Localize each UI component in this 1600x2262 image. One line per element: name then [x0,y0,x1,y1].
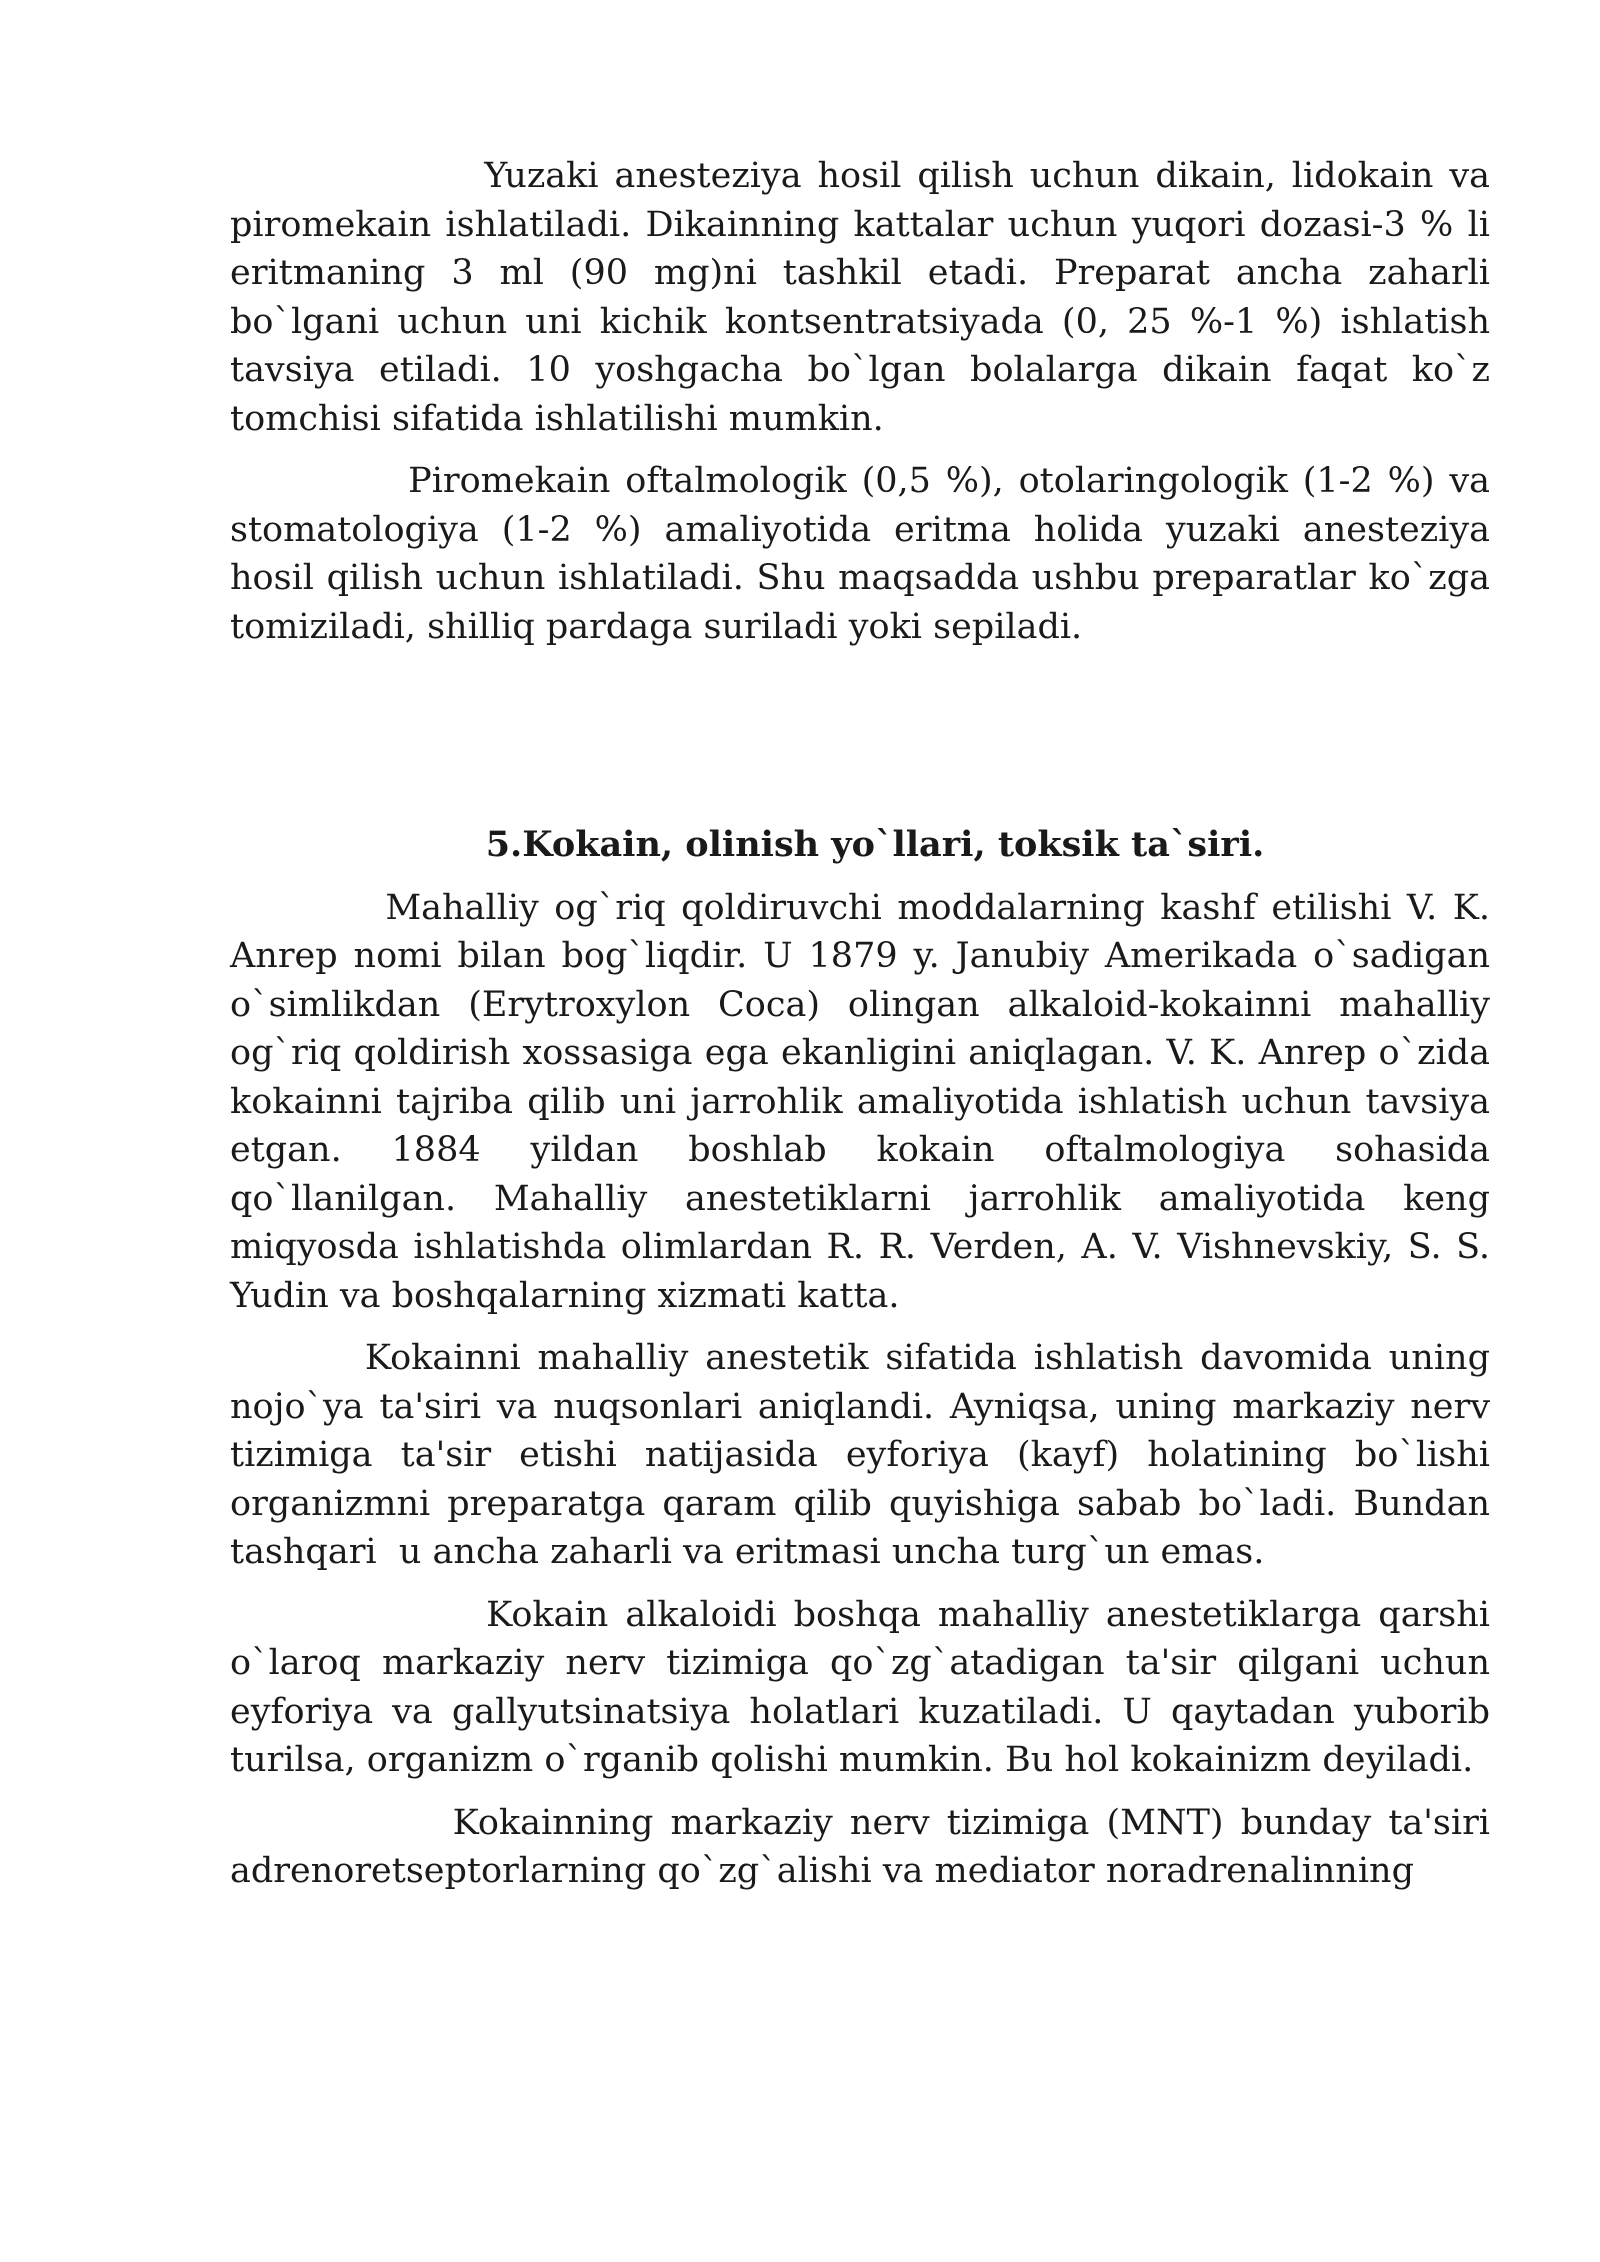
section-heading: 5.Kokain, olinish yo`llari, toksik ta`siri. [485,824,1265,865]
paragraph-discovery: Mahalliy og`riq qoldiruvchi moddalarning kashf etilishi V. K. Anrep nomi bilan bog`liqdir. U 1879 y. Janubiy Amerikada o`sadigan o`simlikdan (Erytroxylon Coca) olingan alkaloid-kokainni mahalliy og`riq qoldirish xossasiga ega ekanligini aniqlagan. V. K. Anrep o`zida kokainni tajriba qilib uni jarrohlik amaliyotida ishlatish uchun tavsiya etgan. 1884 yildan boshlab kokain oftalmologiya sohasida qo`llanilgan. Mahalliy anestetiklarni jarrohlik amaliyotida keng miqyosda ishlatishda olimlardan R. R. Verden, A. V. Vishnevskiy, S. S. Yudin va boshqalarning xizmati katta. [230,887,1502,1316]
document-page [230,152,1502,1896]
paragraph-surface-anesthesia: Yuzaki anesteziya hosil qilish uchun dikain, lidokain va piromekain ishlatiladi. Dikainning kattalar uchun yuqori dozasi-3 % li eritmaning 3 ml (90 mg)ni tashkil etadi. Preparat ancha zaharli bo`lgani uchun uni kichik kontsentratsiyada (0, 25 %-1 %) ishlatish tavsiya etiladi. 10 yoshgacha bo`lgan bolalarga dikain faqat ko`z tomchisi sifatida ishlatilishi mumkin. [230,156,1502,439]
paragraph-side-effects: Kokainni mahalliy anestetik sifatida ishlatish davomida uning nojo`ya ta'siri va nuqsonlari aniqlandi. Ayniqsa, uning markaziy nerv tizimiga ta'sir etishi natijasida eyforiya (kayf) holatining bo`lishi organizmni preparatga qaram qilib quyishiga sabab bo`ladi. Bundan tashqari u ancha zaharli va eritmasi uncha turg`un emas. [230,1338,1502,1572]
paragraph-piromekain: Piromekain oftalmologik (0,5 %), otolaringologik (1-2 %) va stomatologiya (1-2 %) amaliyotida eritma holida yuzaki anesteziya hosil qilish uchun ishlatiladi. Shu maqsadda ushbu preparatlar ko`zga tomiziladi, shilliq pardaga suriladi yoki sepiladi. [230,461,1502,647]
paragraph-cns-effect: Kokainning markaziy nerv tizimiga (MNT) bunday ta'siri adrenoretseptorlarning qo`zg`alishi va mediator noradrenalinning [230,1802,1502,1891]
paragraph-cocainism: Kokain alkaloidi boshqa mahalliy anestetiklarga qarshi o`laroq markaziy nerv tizimiga qo`zg`atadigan ta'sir qilgani uchun eyforiya va gallyutsinatsiya holatlari kuzatiladi. U qaytadan yuborib turilsa, organizm o`rganib qolishi mumkin. Bu hol kokainizm deyiladi. [230,1594,1502,1780]
